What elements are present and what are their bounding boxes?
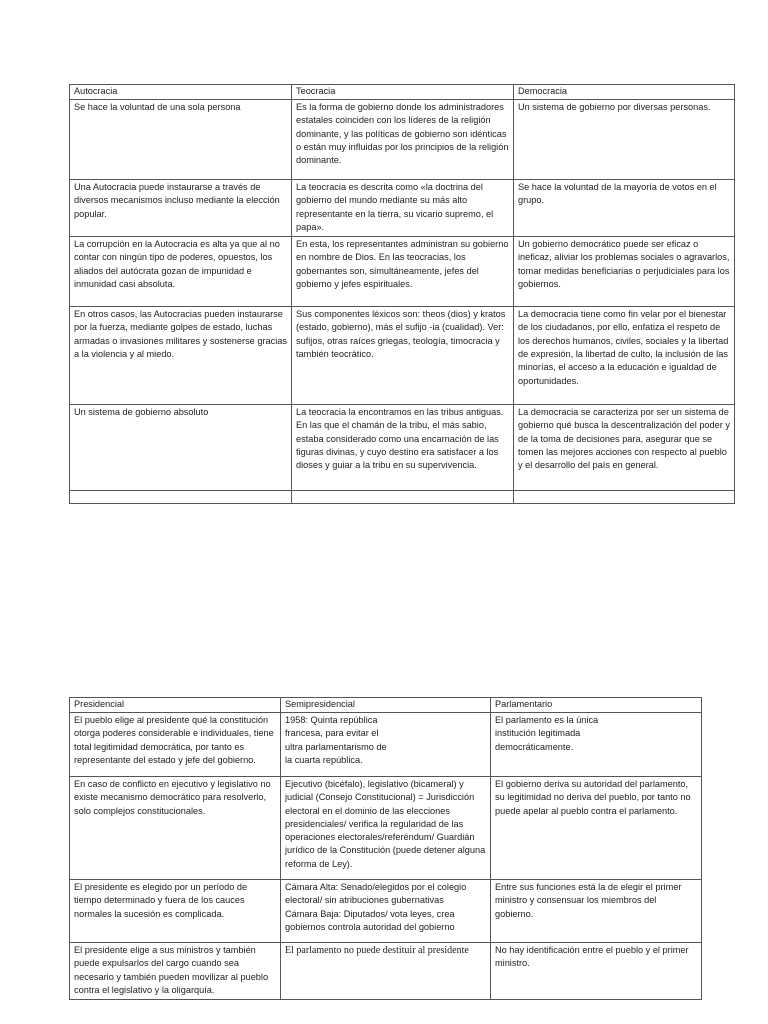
cell-text: Sus componentes léxicos son: theos (dios) y kratos (estado, gobierno), más el sufijo -ia (cualidad). Ver: sufijos, otras raíces griegas, teología, timocracia y también teocrático. — [296, 309, 506, 360]
table-cell — [281, 943, 491, 1000]
table-cell — [292, 237, 514, 307]
table-cell — [514, 405, 735, 491]
cell-text: Entre sus funciones está la de elegir el primer ministro y consensuar los miembros del gobierno. — [495, 882, 682, 919]
table-cell — [281, 777, 491, 880]
table-cell — [491, 880, 702, 943]
table-row — [70, 943, 702, 1000]
cell-text: Un sistema de gobierno absoluto — [74, 407, 209, 418]
cell-text: Un sistema de gobierno por diversas personas. — [518, 102, 711, 112]
cell-text: En caso de conflicto en ejecutivo y legislativo no existe mecanismo democrático para resolverlo, solo complejos constitucionales. — [74, 779, 271, 816]
cell-text: La teocracia la encontramos en las tribus antiguas. En las que el chamán de la tribu, el más sabio, estaba considerado como una encarnación de las figuras divinas, y cuyo destino era satisfacer a los dioses y guiar a la tribu en su supervivencia. — [296, 407, 504, 471]
table-cell — [514, 491, 735, 504]
table-cell — [514, 307, 735, 405]
table-cell — [70, 777, 281, 880]
political-systems-table — [69, 697, 702, 1000]
header-democracia: Democracia — [514, 85, 735, 100]
header-semipresidencial: Semipresidencial — [281, 698, 491, 713]
cell-text: En otros casos, las Autocracias pueden instaurarse por la fuerza, mediante golpes de estado, luchas armadas o invasiones militares y sostenerse gracias a la violencia y al miedo. — [74, 309, 287, 360]
table-cell — [491, 943, 702, 1000]
cell-text: El presidente elige a sus ministros y también puede expulsarlos del cargo cuando sea necesario y también pueden movilizar al pueblo contra el legislativo y la oligarquía. — [74, 945, 269, 995]
table-cell — [292, 100, 514, 180]
table-cell — [292, 307, 514, 405]
cell-text: La democracia tiene como fin velar por el bienestar de los ciudadanos, por ello, enfatiza el respeto de los derechos humanos, civiles, sociales y la libertad de expresión, la libertad de culto, la inclusión de las minorías, el acceso a la educación e igualdad de oportunidades. — [518, 309, 729, 386]
cell-text: Una Autocracia puede instaurarse a través de diversos mecanismos incluso mediante la elección popular. — [74, 182, 280, 219]
cell-text: El parlamento no puede destituir al presidente — [285, 945, 469, 956]
header-teocracia: Teocracia — [292, 85, 514, 100]
cell-text: El pueblo elige al presidente qué la constitución otorga poderes considerable e individuales, tiene total legitimidad democrática, por tanto es representante del estado y jefe del gobierno. — [74, 715, 274, 765]
table-row — [70, 713, 702, 777]
cell-text: No hay identificación entre el pueblo y el primer ministro. — [495, 945, 689, 969]
table-row — [70, 307, 735, 405]
cell-text: La democracia se caracteriza por ser un sistema de gobierno qué busca la descentralización del poder y de la toma de decisiones para, asegurar que se tomen las mejores acciones con respecto al pueblo y el desarrollo del país en general. — [518, 407, 730, 471]
header-autocracia: Autocracia — [70, 85, 292, 100]
table-row — [70, 880, 702, 943]
table-cell — [70, 491, 292, 504]
cell-text: El parlamento es la única institución legitimada democráticamente. — [495, 715, 599, 752]
table-cell — [70, 943, 281, 1000]
table-row — [70, 405, 735, 491]
cell-text: Un gobierno democrático puede ser eficaz o ineficaz, aliviar los problemas sociales o agravarlos, tomar medidas beneficiarias o perjudiciales para los gobiernos. — [518, 239, 730, 290]
cell-text: Ejecutivo (bicéfalo), legislativo (bicameral) y judicial (Consejo Constitucional) = Jurisdicción electoral en el dominio de las elecciones presidenciales/ verifica la regularidad de las operaciones electorales/referéndum/ Guardián jurídico de la Constitución (puede detener alguna reforma de Ley). — [285, 779, 486, 869]
table-cell — [70, 180, 292, 237]
cell-text: La teocracia es descrita como «la doctrina del gobierno del mundo mediante su más alto representante en la tierra, su vicario supremo, el papa». — [296, 182, 494, 232]
table-row — [70, 777, 702, 880]
cell-text: El presidente es elegido por un período de tiempo determinado y fuera de los cauces normales la sucesión es complicada. — [74, 882, 248, 919]
table-cell — [70, 307, 292, 405]
table-cell — [514, 180, 735, 237]
header-presidencial: Presidencial — [70, 698, 281, 713]
cell-text: Es la forma de gobierno donde los administradores estatales coinciden con los líderes de la religión dominante, y las políticas de gobierno son idénticas o están muy influidas por los principios de la religión dominante. — [296, 102, 509, 166]
table-row — [70, 100, 735, 180]
table-cell — [491, 713, 702, 777]
table-cell — [70, 237, 292, 307]
cell-text: Se hace la voluntad de la mayoría de votos en el grupo. — [518, 182, 717, 206]
table-header-row — [70, 698, 702, 713]
cell-text: 1958: Quinta república francesa, para evitar el ultra parlamentarismo de la cuarta república. — [285, 715, 387, 765]
table-cell — [292, 405, 514, 491]
cell-text: Se hace la voluntad de una sola persona — [74, 102, 241, 112]
table-cell — [292, 180, 514, 237]
table-cell — [491, 777, 702, 880]
cell-text: La corrupción en la Autocracia es alta ya que al no contar con ningún tipo de poderes, opuestos, los aliados del autócrata gozan de impunidad e inmunidad casi absoluta. — [74, 239, 280, 290]
table-cell — [70, 100, 292, 180]
government-types-table — [69, 84, 735, 504]
cell-text: En esta, los representantes administran su gobierno en nombre de Dios. En las teocracias, los gobernantes son, simultáneamente, jefes del gobierno y jefes espirituales. — [296, 239, 509, 290]
table-cell — [70, 880, 281, 943]
table-cell — [514, 237, 735, 307]
header-parlamentario: Parlamentario — [491, 698, 702, 713]
cell-text: Cámara Alta: Senado/elegidos por el colegio electoral/ sin atribuciones gubernativas Cámara Baja: Diputados/ vota leyes, crea gobiernos controla autoridad del gobierno — [285, 882, 467, 932]
cell-text: El gobierno deriva su autoridad del parlamento, su legitimidad no deriva del pueblo, por tanto no puede apelar al pueblo contra el parlamento. — [495, 779, 691, 816]
table-row — [70, 180, 735, 237]
table-cell — [292, 491, 514, 504]
table-row-empty — [70, 491, 735, 504]
table-header-row — [70, 85, 735, 100]
table-cell — [281, 713, 491, 777]
table-cell — [70, 405, 292, 491]
table-cell — [514, 100, 735, 180]
table-cell — [281, 880, 491, 943]
table-row — [70, 237, 735, 307]
table-cell — [70, 713, 281, 777]
